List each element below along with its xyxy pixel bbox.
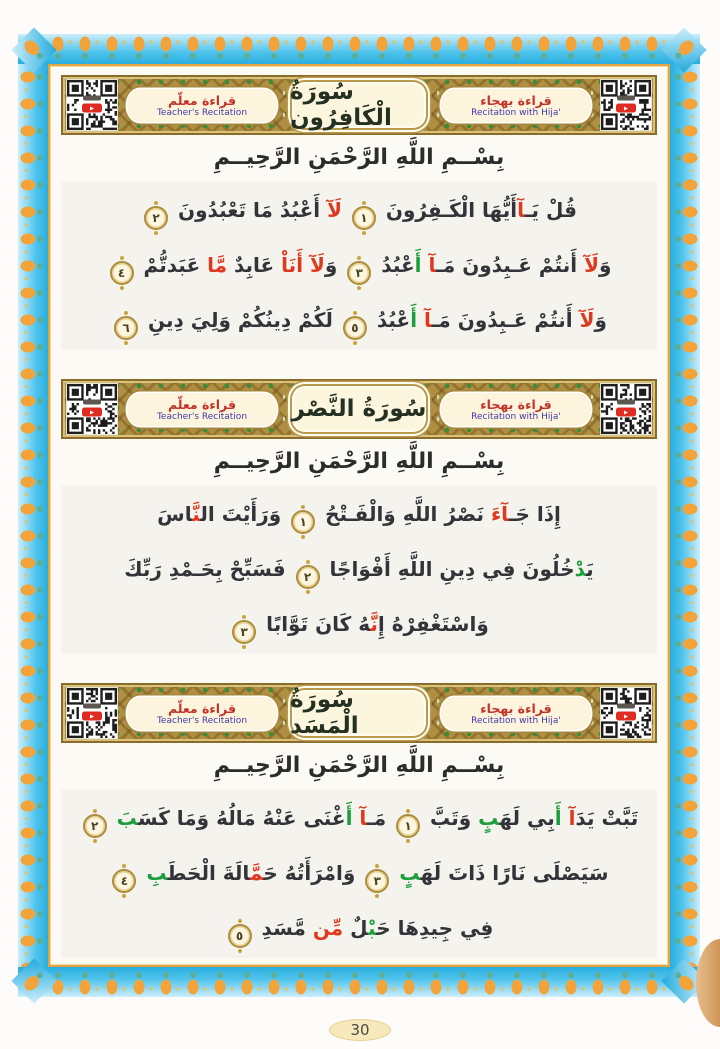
verse-text-segment: دْ xyxy=(574,557,587,581)
verse-text-segment xyxy=(562,806,569,830)
verse-text-segment: أَ xyxy=(554,806,562,830)
verse-text-segment: لَآ xyxy=(310,253,325,277)
verse-text-segment: أَ xyxy=(410,308,418,332)
page-content xyxy=(51,67,667,964)
verse-text-segment: فِي جِيدِهَا حَ xyxy=(376,916,494,940)
qr-caption-pill xyxy=(617,400,635,405)
bismillah: بِسْــمِ اللَّهِ الرَّحْمَنِ الرَّحِيــمِ xyxy=(213,449,505,474)
verse-text-segment: نَّ xyxy=(192,502,201,526)
bismillah: بِسْــمِ اللَّهِ الرَّحْمَنِ الرَّحِيــمِ xyxy=(213,753,505,778)
verse-text-segment: الَةَ الْحَطَ xyxy=(167,861,250,885)
verse-text-segment: وَرَأَيْتَ ال xyxy=(200,502,289,526)
surah-section xyxy=(59,681,659,958)
verse-text-segment: خُلُونَ فِي دِينِ اللَّهِ أَفْوَاجًا xyxy=(322,557,575,581)
hijai-recitation-label-ar: قراءة بهجاء xyxy=(480,92,552,108)
verse-text-segment: قُلْ يَـ xyxy=(524,198,577,222)
teacher-recitation-label-en: Teacher's Recitation xyxy=(156,715,248,726)
verse-number-badge: ٦ xyxy=(114,316,138,340)
teacher-recitation-label-en: Teacher's Recitation xyxy=(156,411,248,422)
qr-code-teacher-recitation[interactable] xyxy=(66,383,118,435)
hijai-recitation-label xyxy=(441,89,591,122)
verse-line xyxy=(65,487,653,542)
verse-text-segment: سَيَصْلَى نَارًا ذَاتَ لَهَ xyxy=(420,861,609,885)
verse-number-badge: ٤ xyxy=(110,261,134,285)
verse-number-badge: ٣ xyxy=(365,869,389,893)
page-number xyxy=(0,1019,720,1041)
verse-number-badge: ٢ xyxy=(296,565,320,589)
verse-line xyxy=(65,293,653,348)
verse-number-badge: ١ xyxy=(352,206,376,230)
verse-number-badge: ١ xyxy=(291,510,315,534)
verse-text-segment xyxy=(303,253,310,277)
qr-caption-pill xyxy=(83,704,101,709)
verse-text-segment xyxy=(110,806,117,830)
surah-name: سُورَةُ الْمَسَد xyxy=(290,687,359,739)
verse-text-segment: اسَ xyxy=(157,502,193,526)
hijai-recitation-label-ar: قراءة بهجاء xyxy=(480,700,552,716)
qr-code-teacher-recitation[interactable] xyxy=(66,79,118,131)
surah-name: سُورَةُ النَّصْر xyxy=(291,396,427,422)
surah-section xyxy=(59,377,659,654)
teacher-recitation-label xyxy=(127,393,277,426)
verse-text-segment xyxy=(422,253,429,277)
verse-text-segment: بٍ xyxy=(478,806,500,830)
verse-text-segment: آ xyxy=(359,806,367,830)
verse-text-segment: لَكُمْ دِينُكُمْ وَلِيَ دِينِ xyxy=(141,308,340,332)
verse-number-badge: ٥ xyxy=(343,316,367,340)
teacher-recitation-label xyxy=(127,697,277,730)
verse-text-segment: عْبُدُ xyxy=(369,308,411,332)
verse-text-segment: مَّا xyxy=(207,253,227,277)
teacher-recitation-label-ar: قراءة معلّم xyxy=(167,396,237,412)
verse-text-segment xyxy=(342,198,349,222)
verse-text-segment: أَعْبُدُ مَا تَعْبُدُونَ xyxy=(171,198,328,222)
verse-number-badge: ٣ xyxy=(347,261,371,285)
surah-header-band xyxy=(61,75,657,135)
border-right-ornament xyxy=(668,64,700,967)
verse-text-segment: أَيُّهَا الْكَـفِرُونَ xyxy=(378,198,518,222)
youtube-icon xyxy=(616,104,636,113)
verse-text-segment: نَصْرُ اللَّهِ وَالْفَـتْحُ xyxy=(318,502,491,526)
verse-text-segment: بَ xyxy=(116,806,138,830)
verse-line xyxy=(65,183,653,238)
verse-text-segment: عَابِدٌ xyxy=(227,253,282,277)
verse-text-segment: إِذَا جَـ xyxy=(508,502,561,526)
verse-text-segment: عَبَدتُّمْ xyxy=(136,253,208,277)
verse-block xyxy=(61,181,657,350)
verse-block xyxy=(61,485,657,654)
verse-text-segment: آ xyxy=(568,806,576,830)
qr-caption-pill xyxy=(617,96,635,101)
surah-name: سُورَةُ الْكَافِرُون xyxy=(290,79,392,131)
verse-text-segment: هُ كَانَ تَوَّابًا xyxy=(259,612,371,636)
verse-text-segment: لَآ xyxy=(579,308,595,332)
surah-name-cartouche xyxy=(290,80,428,130)
verse-text-segment: أَ xyxy=(345,806,353,830)
hijai-recitation-label xyxy=(441,697,591,730)
verse-text-segment: آ xyxy=(424,308,432,332)
verse-text-segment: وَاسْتَغْفِرْهُ إِ xyxy=(377,612,489,636)
verse-text-segment: أَنتُمْ عَـبِدُونَ مَـ xyxy=(431,308,580,332)
verse-text-segment: غْنَى عَنْهُ مَالُهُ وَمَا كَسَ xyxy=(137,806,346,830)
qr-caption-pill xyxy=(617,704,635,709)
border-bottom-ornament xyxy=(18,965,700,997)
verse-text-segment: يَ xyxy=(586,557,594,581)
surah-section xyxy=(59,73,659,350)
verse-line xyxy=(65,597,653,652)
verse-text-segment: وَامْرَأَتُهُ حَ xyxy=(263,861,363,885)
teacher-recitation-label-ar: قراءة معلّم xyxy=(167,700,237,716)
verse-text-segment: وَتَبَّ xyxy=(423,806,479,830)
youtube-icon xyxy=(82,104,102,113)
qr-caption-pill xyxy=(83,96,101,101)
verse-text-segment: فَسَبِّحْ بِحَـمْدِ رَبِّكَ xyxy=(124,557,293,581)
verse-text-segment: بْ xyxy=(368,916,377,940)
verse-text-segment: آءَ xyxy=(490,502,509,526)
verse-text-segment: مَّسَدِ xyxy=(254,916,313,940)
verse-line xyxy=(65,542,653,597)
qr-code-hijai-recitation[interactable] xyxy=(600,687,652,739)
verse-number-badge: ١ xyxy=(396,814,420,838)
youtube-icon xyxy=(616,712,636,721)
border-left-ornament xyxy=(18,64,50,967)
verse-number-badge: ٢ xyxy=(144,206,168,230)
verse-text-segment: مَّ xyxy=(249,861,264,885)
verse-block xyxy=(61,789,657,958)
verse-text-segment: بِ xyxy=(146,861,168,885)
verse-text-segment: آ xyxy=(428,253,437,277)
verse-line xyxy=(65,901,653,956)
verse-text-segment: لٌ xyxy=(343,916,369,940)
hijai-recitation-label-ar: قراءة بهجاء xyxy=(480,396,552,412)
verse-text-segment: أَ xyxy=(414,253,422,277)
youtube-icon xyxy=(82,712,102,721)
verse-text-segment: وَ xyxy=(594,308,607,332)
ornamental-border-frame xyxy=(18,34,700,997)
teacher-recitation-label-en: Teacher's Recitation xyxy=(156,107,248,118)
hijai-recitation-label-en: Recitation with Hija' xyxy=(471,411,561,422)
youtube-icon xyxy=(616,408,636,417)
qr-code-teacher-recitation[interactable] xyxy=(66,687,118,739)
verse-number-badge: ٥ xyxy=(228,924,252,948)
verse-number-badge: ٢ xyxy=(83,814,107,838)
verse-number-badge: ٣ xyxy=(232,620,256,644)
verse-text-segment: عْبُدُ xyxy=(374,253,415,277)
verse-line xyxy=(65,238,653,293)
surah-header-band xyxy=(61,683,657,743)
verse-text-segment: بٍ xyxy=(399,861,421,885)
bismillah: بِسْــمِ اللَّهِ الرَّحْمَنِ الرَّحِيــمِ xyxy=(213,145,505,170)
hijai-recitation-label-en: Recitation with Hija' xyxy=(471,107,561,118)
qr-code-hijai-recitation[interactable] xyxy=(600,79,652,131)
verse-text-segment: لَآ xyxy=(327,198,342,222)
border-top-ornament xyxy=(18,34,700,66)
surah-name-cartouche xyxy=(290,688,428,738)
verse-text-segment: وَ xyxy=(598,253,612,277)
teacher-recitation-label-ar: قراءة معلّم xyxy=(167,92,237,108)
verse-number-badge: ٤ xyxy=(112,869,136,893)
hijai-recitation-label xyxy=(441,393,591,426)
qr-code-hijai-recitation[interactable] xyxy=(600,383,652,435)
hijai-recitation-label-en: Recitation with Hija' xyxy=(471,715,561,726)
verse-text-segment: مِّن xyxy=(312,916,344,940)
verse-text-segment: تَبَّتْ يَدَ xyxy=(575,806,639,830)
teacher-recitation-label xyxy=(127,89,277,122)
page-number-badge: 30 xyxy=(329,1019,391,1041)
surah-name-cartouche xyxy=(290,384,428,434)
verse-text-segment: مَـ xyxy=(366,806,394,830)
verse-text-segment: أَنَاْ xyxy=(281,253,304,277)
qr-caption-pill xyxy=(83,400,101,405)
verse-line xyxy=(65,846,653,901)
verse-text-segment: وَ xyxy=(324,253,345,277)
verse-text-segment: أَنتُمْ عَـبِدُونَ مَـ xyxy=(436,253,585,277)
youtube-icon xyxy=(82,408,102,417)
surah-header-band xyxy=(61,379,657,439)
verse-text-segment: بِي لَهَ xyxy=(499,806,555,830)
verse-line xyxy=(65,791,653,846)
verse-text-segment: آ xyxy=(517,198,525,222)
verse-text-segment: لَآ xyxy=(584,253,599,277)
verse-text-segment: نَّ xyxy=(370,612,378,636)
verse-text-segment xyxy=(417,308,424,332)
